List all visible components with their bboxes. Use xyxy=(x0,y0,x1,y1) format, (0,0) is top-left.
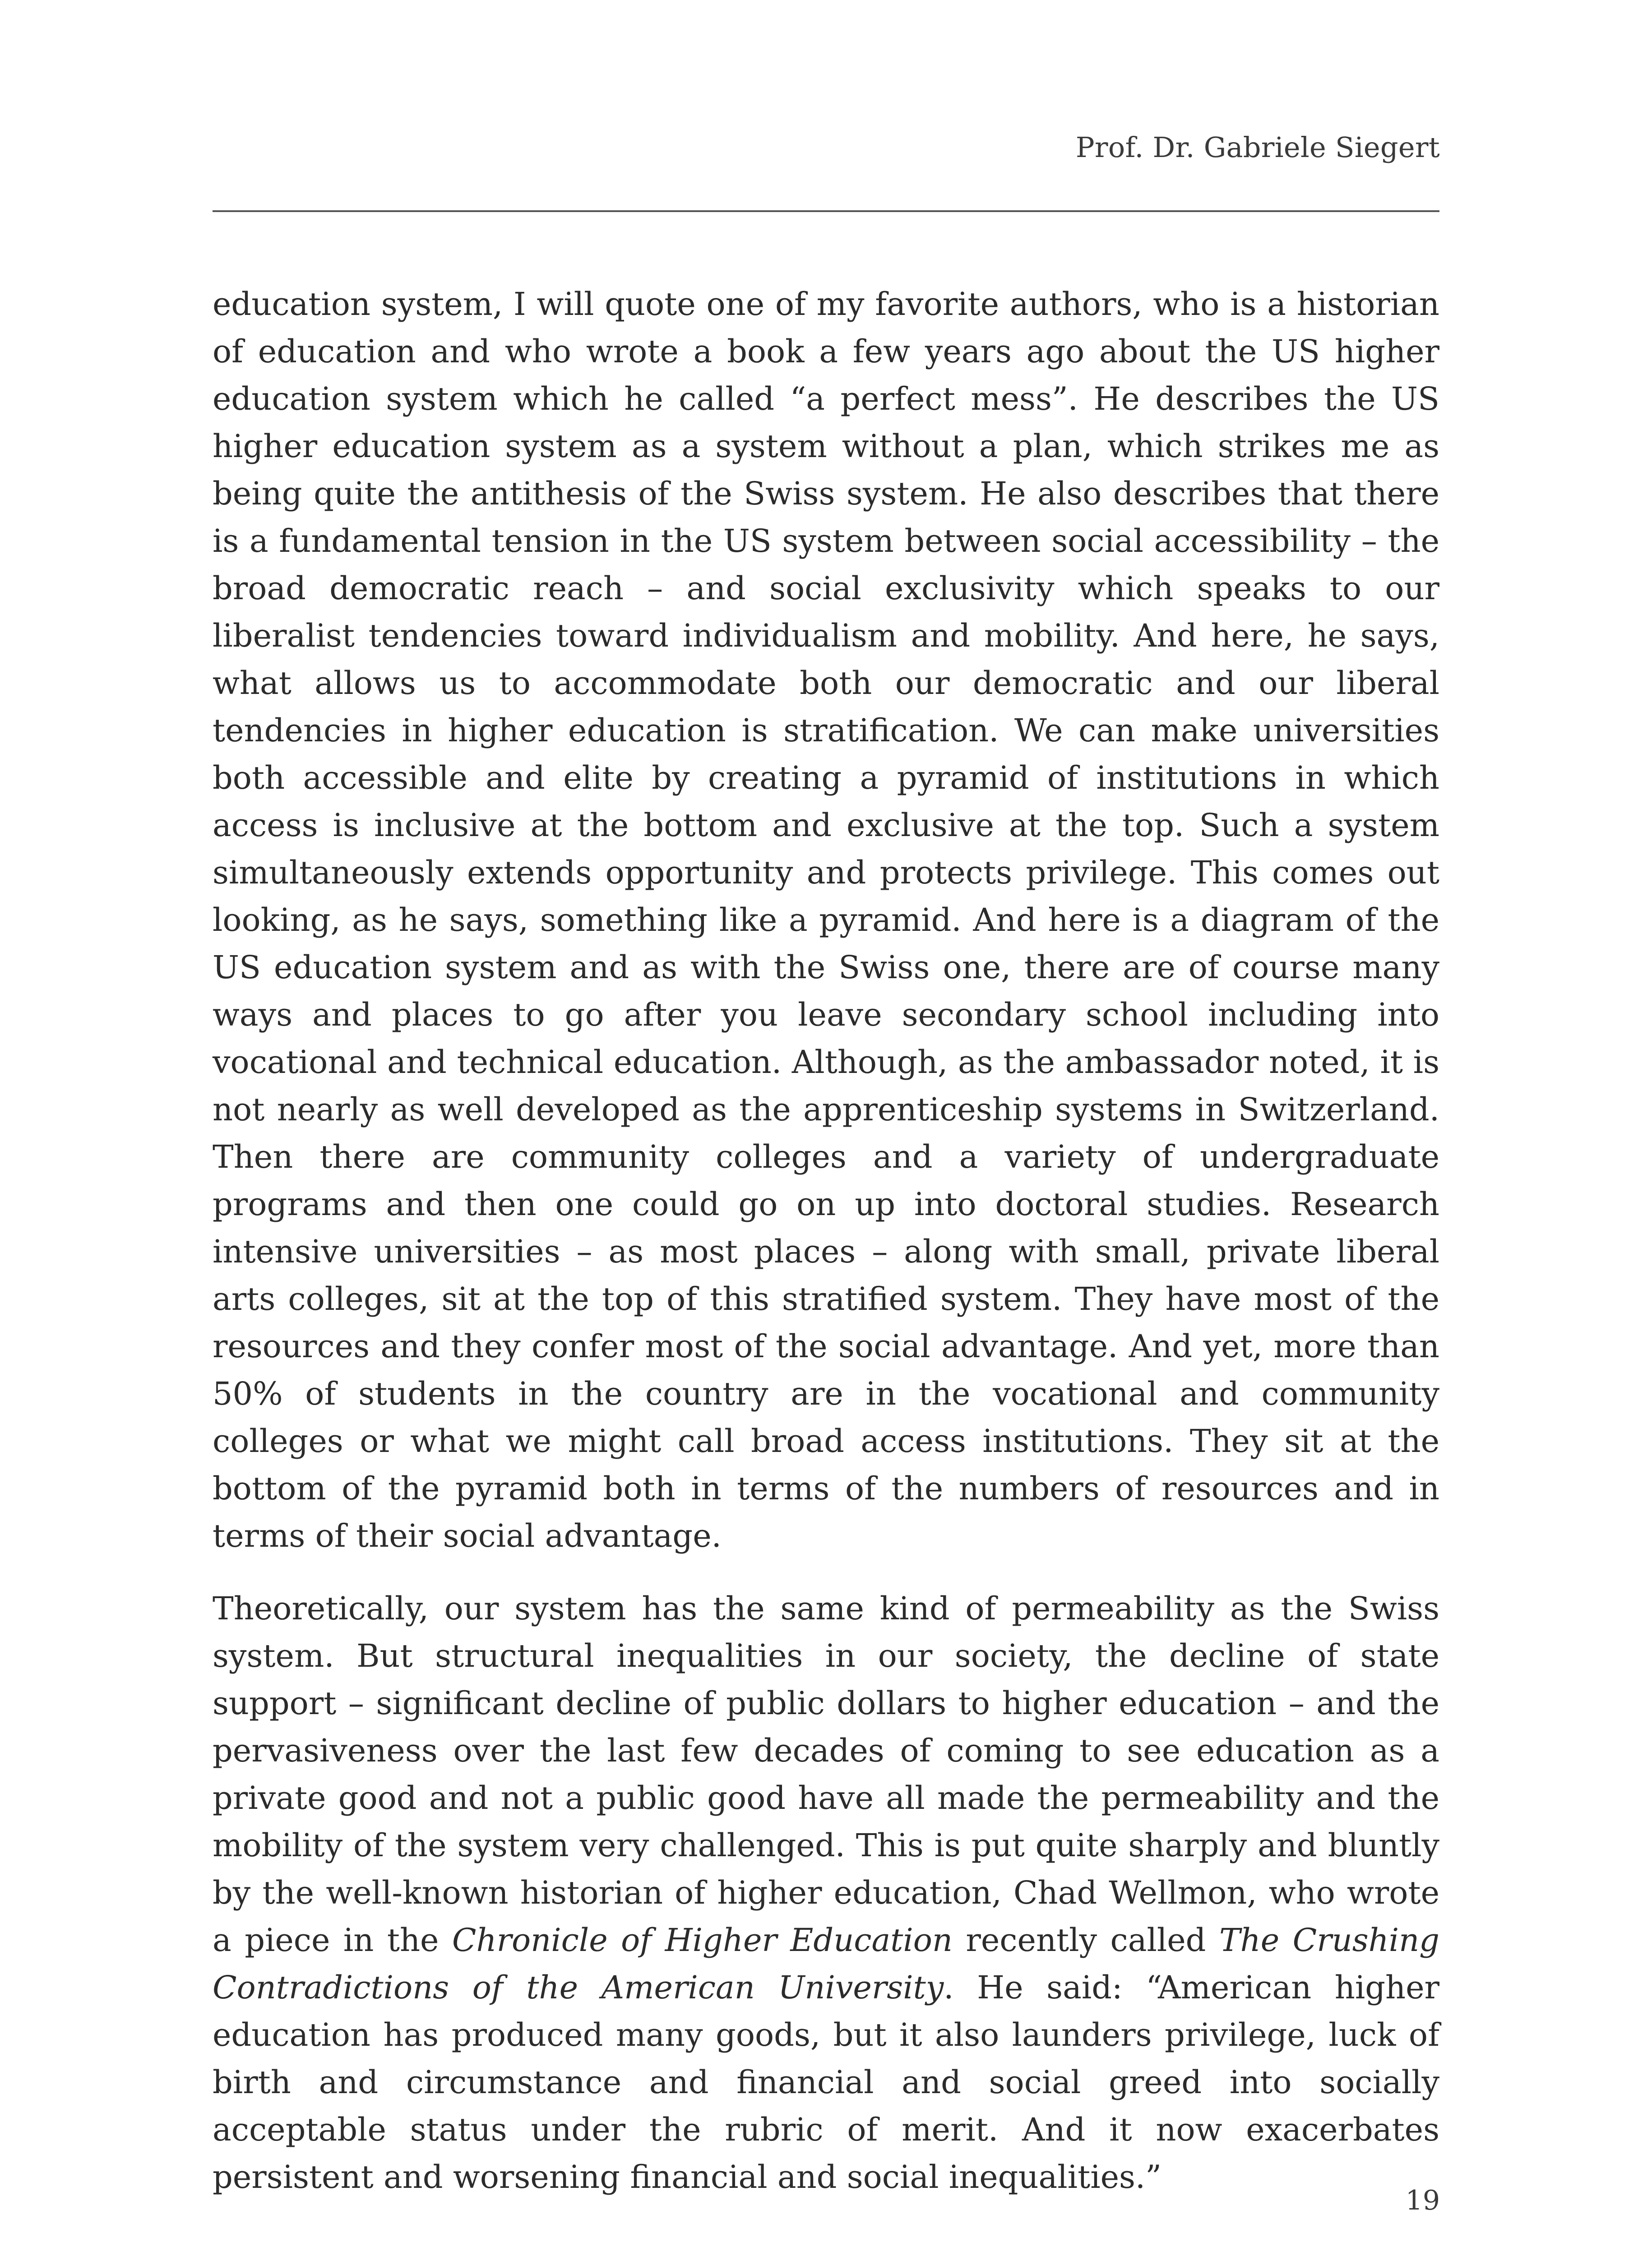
paragraph-2-part-1: Theoretically, our system has the same kind of permeability as the Swiss system. But structural inequalities in our society, the decline of state support – significant decline of public dollars to higher education – and the pervasiveness over the last few decades of coming to see education as a private good and not a public good have all made the permeability and the mobility of the system very challenged. This is put quite sharply and bluntly by the well-known historian of higher education, Chad Wellmon, who wrote a piece in the xyxy=(213,1590,1439,1959)
page-number: 19 xyxy=(1405,2185,1440,2216)
article-title: The Crushing Contradictions of the American University xyxy=(213,1922,1439,2006)
paragraph-2-part-3: . He said: “American higher education has produced many goods, but it also launders privilege, luck of birth and circumstance and financial and social greed into socially acceptable status under the rubric of merit. And it now exacerbates persistent and worsening financial and social inequalities.” xyxy=(213,1969,1440,2196)
publication-title: Chronicle of Higher Education xyxy=(452,1922,953,1959)
body-text xyxy=(213,281,1439,2201)
paragraph-2 xyxy=(213,1585,1439,2201)
running-head: Prof. Dr. Gabriele Siegert xyxy=(1075,131,1440,164)
paragraph-2-part-2: recently called xyxy=(952,1922,1219,1959)
paragraph-1: education system, I will quote one of my favorite authors, who is a historian of education and who wrote a book a few years ago about the US higher education system which he called “a perfect mess”. He describes the US higher education system as a system without a plan, which strikes me as being quite the antithesis of the Swiss system. He also describes that there is a fundamental tension in the US system between social accessibility – the broad democratic reach – and social exclusivity which speaks to our liberalist tendencies toward individualism and mobility. And here, he says, what allows us to accommodate both our democratic and our liberal tendencies in higher education is stratification. We can make universities both accessible and elite by creating a pyramid of institutions in which access is inclusive at the bottom and exclusive at the top. Such a system simultaneously extends opportunity and protects privilege. This comes out looking, as he says, something like a pyramid. And here is a diagram of the US education system and as with the Swiss one, there are of course many ways and places to go after you leave secondary school including into vocational and technical education. Although, as the ambassador noted, it is not nearly as well developed as the apprenticeship systems in Switzerland. Then there are community colleges and a variety of undergraduate programs and then one could go on up into doctoral studies. Research intensive universities – as most places – along with small, private liberal arts colleges, sit at the top of this stratified system. They have most of the resources and they confer most of the social advantage. And yet, more than 50% of students in the country are in the vocational and community colleges or what we might call broad access institutions. They sit at the bottom of the pyramid both in terms of the numbers of resources and in terms of their social advantage. xyxy=(213,286,1439,1554)
header-rule xyxy=(213,210,1439,212)
